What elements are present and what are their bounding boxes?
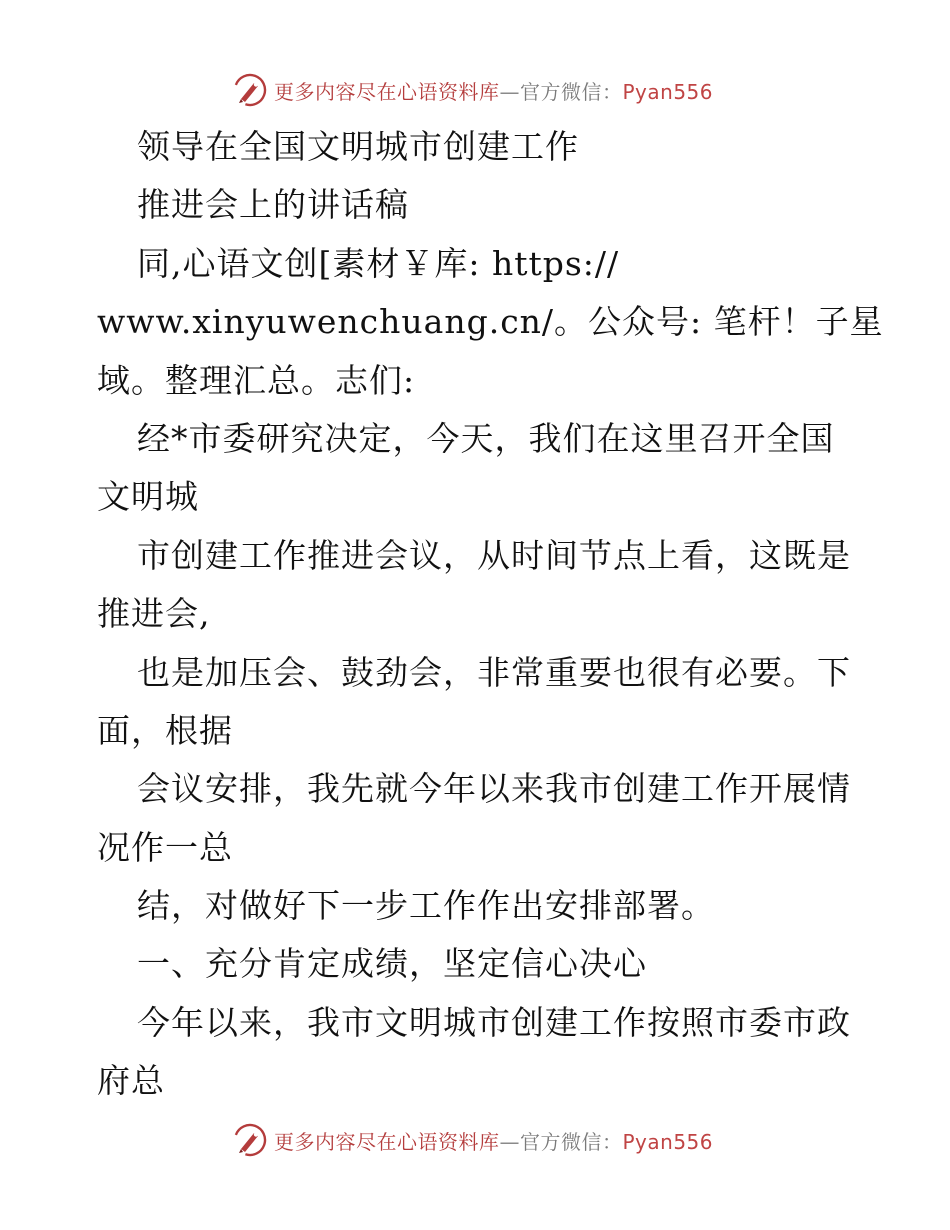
- banner-dash: —: [499, 79, 520, 104]
- banner-dash: —: [499, 1129, 520, 1154]
- paragraph-line: 文明城: [97, 477, 199, 517]
- banner-text: 更多内容尽在心语资料库: [274, 79, 500, 104]
- banner-caption: [274, 76, 713, 105]
- banner-wechat-id: Pyan556: [622, 79, 714, 104]
- pen-logo-icon: [232, 1122, 268, 1158]
- section-heading: 一、充分肯定成绩，坚定信心决心: [137, 944, 647, 984]
- banner-wechat-id: Pyan556: [622, 1129, 714, 1154]
- paragraph-line: 经*市委研究决定，今天，我们在这里召开全国: [137, 418, 835, 458]
- paragraph-line: 结，对做好下一步工作作出安排部署。: [137, 886, 715, 926]
- banner-official-label: 官方微信：: [520, 79, 623, 104]
- banner-text: 更多内容尽在心语资料库: [274, 1129, 500, 1154]
- paragraph-line: 推进会,: [97, 594, 211, 634]
- paragraph-line: 今年以来，我市文明城市创建工作按照市委市政: [137, 1002, 851, 1042]
- footer-watermark-banner: [232, 1120, 713, 1160]
- paragraph-line: 况作一总: [97, 827, 233, 867]
- header-watermark-banner: [232, 70, 713, 110]
- paragraph-line: 域。整理汇总。志们:: [97, 360, 416, 400]
- paragraph-line: 会议安排，我先就今年以来我市创建工作开展情: [137, 769, 851, 809]
- banner-official-label: 官方微信：: [520, 1129, 623, 1154]
- paragraph-line: 面，根据: [97, 710, 233, 750]
- document-title-line-1: 领导在全国文明城市创建工作: [137, 127, 579, 166]
- paragraph-line: 市创建工作推进会议，从时间节点上看，这既是: [137, 535, 851, 575]
- paragraph-line: 府总: [97, 1061, 165, 1101]
- document-title-line-2: 推进会上的讲话稿: [137, 185, 409, 225]
- document-body: [97, 118, 884, 1111]
- paragraph-line: 也是加压会、鼓劲会，非常重要也很有必要。下: [137, 652, 851, 692]
- paragraph-line: 同,心语文创[素材￥库: https://: [137, 243, 620, 283]
- paragraph-line: www.xinyuwenchuang.cn/。公众号: 笔杆！子星: [97, 302, 884, 342]
- pen-logo-icon: [232, 72, 268, 108]
- banner-caption: [274, 1126, 713, 1155]
